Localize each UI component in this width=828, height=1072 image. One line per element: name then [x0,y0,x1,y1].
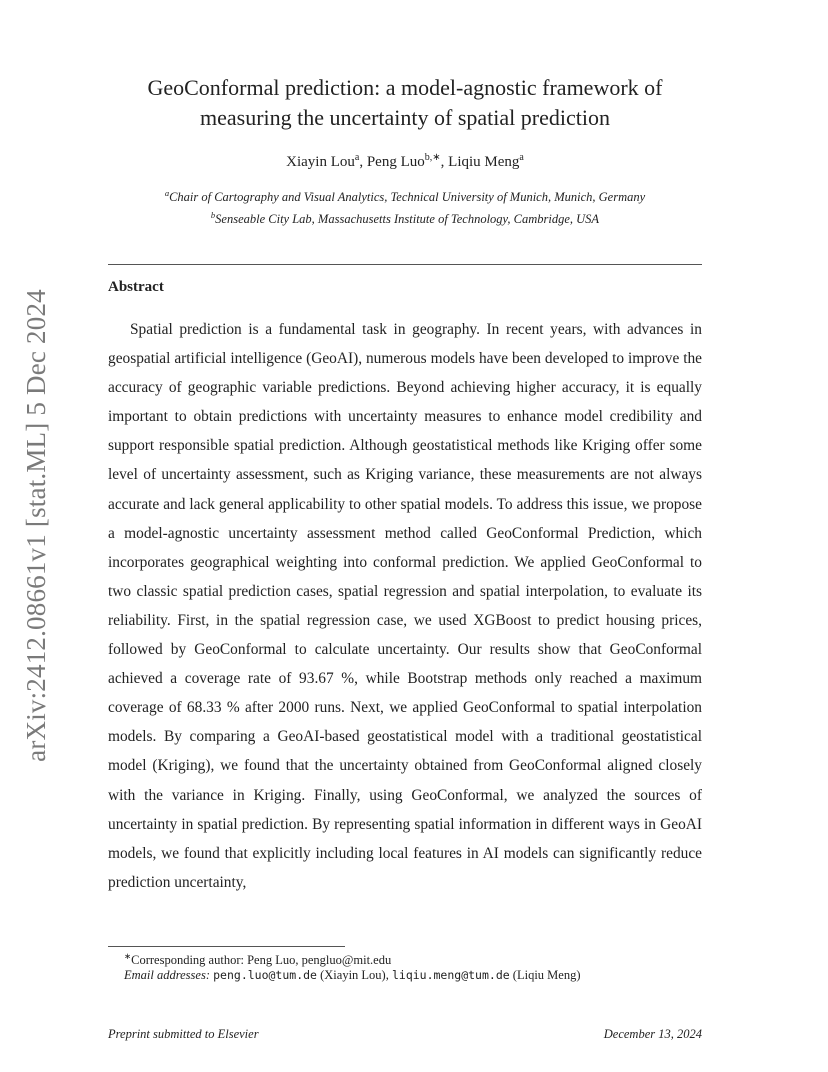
footnote-divider [108,946,345,947]
abstract-body: Spatial prediction is a fundamental task in geography. In recent years, with advances in geospatial artificial intelligence (GeoAI), numerous models have been developed to improve the accuracy of geographic variable predictions. Beyond achieving higher accuracy, it is equally important to obtain predictions with uncertainty measures to enhance model credibility and support responsible spatial prediction. Although geostatistical methods like Kriging offer some level of uncertainty assessment, such as Kriging variance, these measurements are not always accurate and lack general applicability to other spatial models. To address this issue, we propose a model-agnostic uncertainty assessment method called GeoConformal Prediction, which incorporates geographical weighting into conformal prediction. We applied GeoConformal to two classic spatial prediction cases, spatial regression and spatial interpolation, to evaluate its reliability. First, in the spatial regression case, we used XGBoost to predict housing prices, followed by GeoConformal to calculate uncertainty. Our results show that GeoConformal achieved a coverage rate of 93.67 %, while Bootstrap methods only reached a maximum coverage of 68.33 % after 2000 runs. Next, we applied GeoConformal to spatial interpolation models. By comparing a GeoAI-based geostatistical model with a traditional geostatistical model (Kriging), we found that the uncertainty obtained from GeoConformal aligned closely with the variance in Kriging. Finally, using GeoConformal, we analyzed the sources of uncertainty in spatial prediction. By representing spatial information in different ways in GeoAI models, we found that explicitly including local features in AI models can significantly reduce prediction uncertainty, [108,321,702,891]
affiliation-a: $^a$Chair of Cartography and Visual Analytics, Technical University of Munich, Munich, Germany [164,188,646,205]
footnote-email-addresses [108,968,702,983]
footer-date: December 13, 2024 [603,1027,702,1041]
title-line-2: measuring the uncertainty of spatial prediction [200,105,610,130]
email-lou[interactable]: peng.luo@tum.de [213,968,317,982]
abstract-heading: Abstract [108,279,164,295]
title-line-1: GeoConformal prediction: a model-agnostic framework of [147,75,663,100]
footnote-corresponding-author: ∗Corresponding author: Peng Luo, pengluo@mit.edu [124,951,392,968]
header-divider [108,264,702,265]
author-3: Liqiu Meng$^a$ [448,152,524,170]
author-list [108,152,702,171]
author-2: Peng Luo$^{b,∗}$, [366,152,449,170]
arxiv-identifier: arXiv:2412.08661v1 [stat.ML] 5 Dec 2024 [20,288,51,762]
affiliations [100,184,710,228]
email-label: Email addresses: [124,968,210,982]
affiliation-b: $^b$Senseable City Lab, Massachusetts Institute of Technology, Cambridge, USA [210,210,600,227]
arxiv-side-stamp [16,290,56,760]
author-1: Xiayin Lou$^a$, [286,152,367,170]
email-meng[interactable]: liqiu.meng@tum.de [391,968,510,982]
email-owner-meng: (Liqiu Meng) [512,968,581,982]
paper-title [108,73,702,133]
footer-preprint-note: Preprint submitted to Elsevier [108,1027,259,1041]
email-owner-lou: (Xiayin Lou), [320,968,389,982]
